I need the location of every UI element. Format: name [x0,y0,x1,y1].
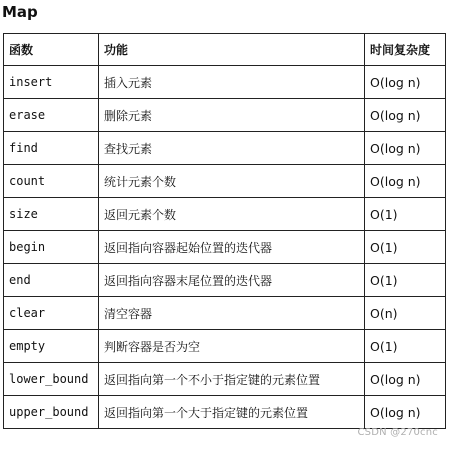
table-row [4,396,446,429]
function-description: 返回指向第一个不小于指定键的元素位置 [99,363,365,396]
table-header-row [4,34,446,66]
function-description: 返回指向第一个大于指定键的元素位置 [99,396,365,429]
time-complexity: O(log n) [365,66,446,99]
function-description: 清空容器 [99,297,365,330]
function-description: 统计元素个数 [99,165,365,198]
table-row [4,132,446,165]
time-complexity: O(1) [365,264,446,297]
function-name: end [4,264,99,297]
time-complexity: O(1) [365,198,446,231]
table-row [4,99,446,132]
function-name: erase [4,99,99,132]
table-row [4,231,446,264]
time-complexity: O(log n) [365,363,446,396]
time-complexity: O(log n) [365,165,446,198]
time-complexity: O(log n) [365,396,446,429]
watermark-text: CSDN @270cnc [357,427,438,438]
header-function: 函数 [4,34,99,66]
table-row [4,330,446,363]
map-functions-table [3,33,446,429]
table-row [4,198,446,231]
time-complexity: O(log n) [365,99,446,132]
function-name: upper_bound [4,396,99,429]
table-row [4,66,446,99]
table-row [4,363,446,396]
function-name: insert [4,66,99,99]
table-row [4,165,446,198]
function-name: clear [4,297,99,330]
header-description: 功能 [99,34,365,66]
header-complexity: 时间复杂度 [365,34,446,66]
function-name: begin [4,231,99,264]
function-description: 判断容器是否为空 [99,330,365,363]
function-name: empty [4,330,99,363]
time-complexity: O(1) [365,330,446,363]
function-description: 删除元素 [99,99,365,132]
function-description: 返回指向容器末尾位置的迭代器 [99,264,365,297]
time-complexity: O(log n) [365,132,446,165]
function-description: 返回指向容器起始位置的迭代器 [99,231,365,264]
function-description: 返回元素个数 [99,198,365,231]
table-row [4,297,446,330]
table-row [4,264,446,297]
time-complexity: O(n) [365,297,446,330]
function-description: 插入元素 [99,66,365,99]
function-name: count [4,165,99,198]
page-title: Map [2,3,38,21]
function-name: size [4,198,99,231]
function-name: lower_bound [4,363,99,396]
time-complexity: O(1) [365,231,446,264]
function-name: find [4,132,99,165]
function-description: 查找元素 [99,132,365,165]
